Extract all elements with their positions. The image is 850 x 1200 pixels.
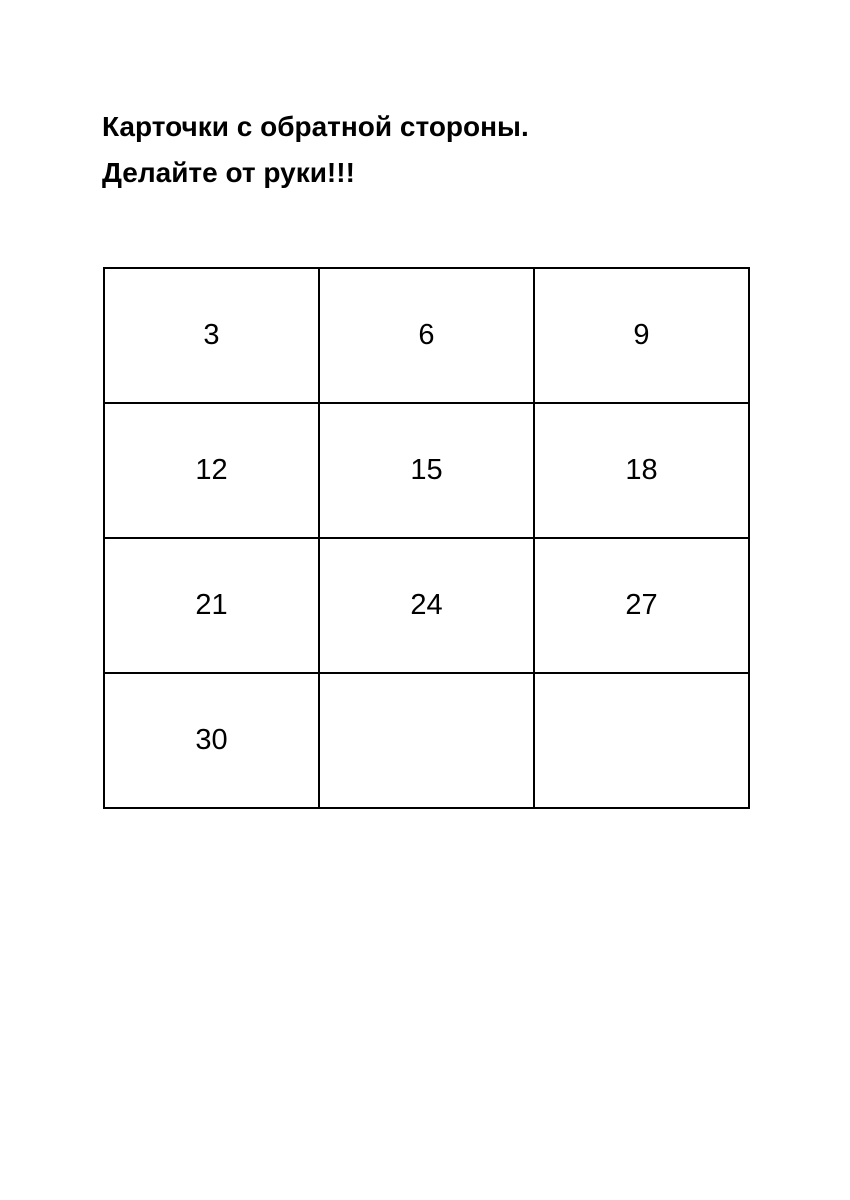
card-cell: 27 — [534, 538, 749, 673]
card-cell-empty — [534, 673, 749, 808]
card-cell: 18 — [534, 403, 749, 538]
card-cell: 30 — [104, 673, 319, 808]
card-cell: 15 — [319, 403, 534, 538]
card-row — [104, 403, 749, 538]
heading-line-2: Делайте от руки!!! — [102, 157, 355, 188]
card-grid — [103, 267, 750, 809]
page-heading — [102, 104, 529, 196]
card-cell: 3 — [104, 268, 319, 403]
card-cell-empty — [319, 673, 534, 808]
card-row — [104, 538, 749, 673]
card-row — [104, 673, 749, 808]
card-cell: 9 — [534, 268, 749, 403]
card-cell: 6 — [319, 268, 534, 403]
card-row — [104, 268, 749, 403]
card-cell: 24 — [319, 538, 534, 673]
card-cell: 21 — [104, 538, 319, 673]
heading-line-1: Карточки с обратной стороны. — [102, 111, 529, 142]
card-cell: 12 — [104, 403, 319, 538]
